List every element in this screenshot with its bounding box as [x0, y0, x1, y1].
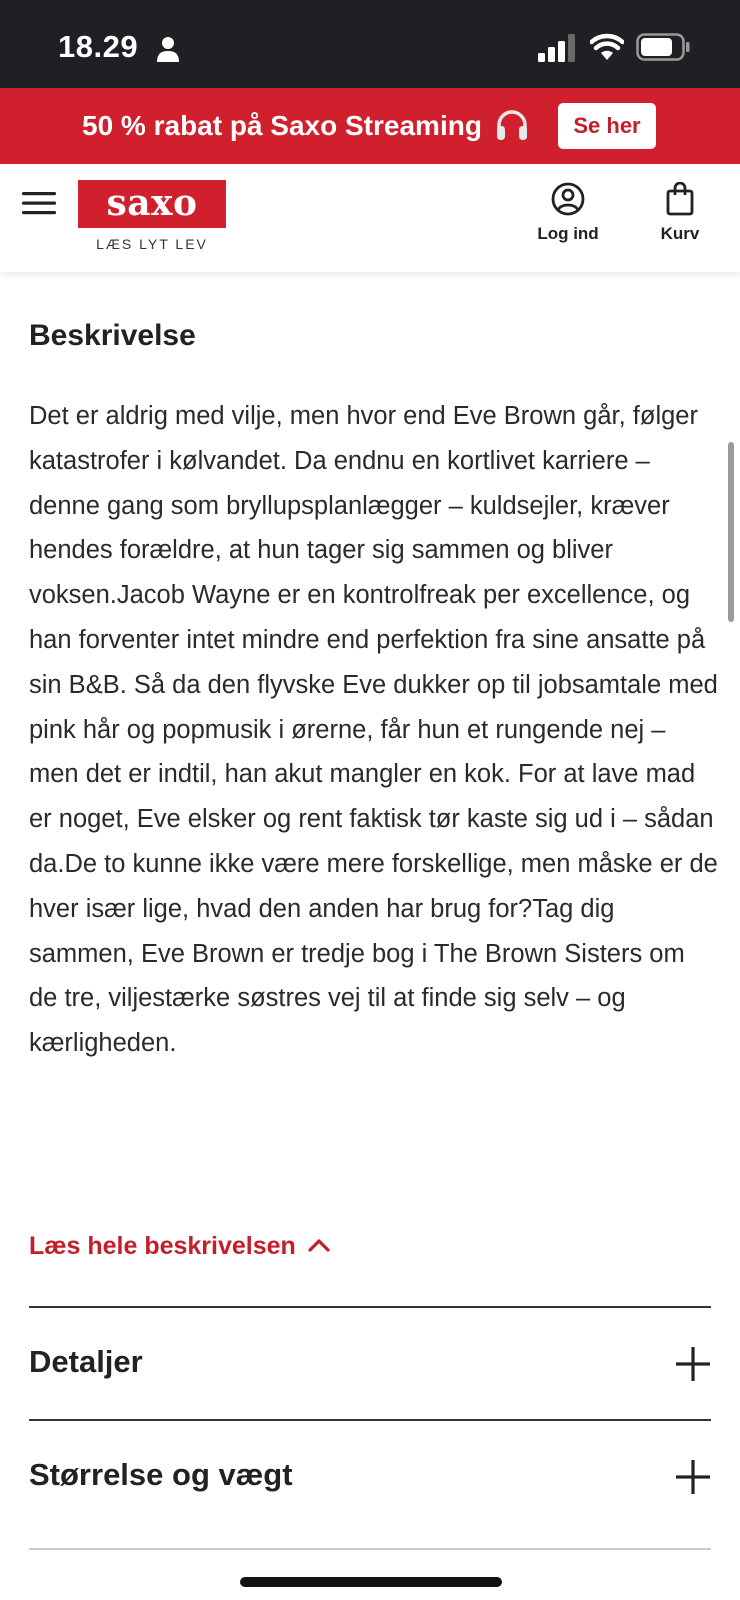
accordion-size-weight[interactable] — [29, 1421, 711, 1531]
status-bar — [0, 0, 740, 88]
promo-banner[interactable] — [0, 88, 740, 164]
description-title: Beskrivelse — [29, 319, 196, 352]
saxo-logo[interactable]: saxo — [78, 180, 226, 228]
description-body: Det er aldrig med vilje, men hvor end Eve Brown går, følger katastrofer i kølvandet. Da endnu en kortlivet karriere – denne gang som bryllupsplanlægger – kuldsejler, kræver hendes forældre, at hun tager sig sammen og bliver voksen.Jacob Wayne er en kontrolfreak per excellence, og han forventer intet mindre end perfektion fra sine ansatte på sin B&B. Så da den flyvske Eve dukker op til jobsamtale med pink hår og popmusik i ørerne, får hun et rungende nej – men det er indtil, han akut mangler en kok. For at lave mad er noget, Eve elsker og rent faktisk tør kaste sig ud i – sådan da.De to kunne ikke være mere forskellige, men måske er de hver især lige, hvad den anden har brug for?Tag dig sammen, Eve Brown er tredje bog i The Brown Sisters om de tre, viljestærke søstres vej til at finde sig selv – og kærligheden. — [29, 402, 718, 1058]
promo-text: 50 % rabat på Saxo Streaming — [82, 110, 482, 141]
read-more-link[interactable] — [29, 1226, 330, 1266]
signal-icon — [538, 34, 578, 62]
plus-icon — [675, 1346, 711, 1382]
plus-icon — [675, 1459, 711, 1495]
chevron-up-icon — [308, 1238, 330, 1252]
headphones-icon — [494, 107, 530, 143]
read-more-label: Læs hele beskrivelsen — [29, 1232, 296, 1260]
scrollbar[interactable] — [728, 442, 734, 622]
accordion-details-label: Detaljer — [29, 1344, 143, 1379]
battery-icon — [636, 33, 690, 61]
login-label: Log ind — [537, 224, 599, 243]
logo-tagline: LÆS LYT LEV — [96, 236, 208, 252]
login-button[interactable] — [530, 182, 606, 252]
user-icon — [551, 182, 585, 216]
menu-icon[interactable] — [20, 188, 58, 218]
promo-button[interactable]: Se her — [558, 103, 656, 149]
cart-label: Kurv — [660, 224, 700, 243]
bag-icon — [665, 182, 695, 216]
wifi-icon — [590, 32, 624, 62]
accordion-details[interactable] — [29, 1308, 711, 1418]
status-time: 18.29 — [58, 29, 139, 64]
person-icon — [156, 36, 180, 62]
accordion-size-weight-label: Størrelse og vægt — [29, 1457, 293, 1492]
home-indicator[interactable] — [240, 1577, 502, 1587]
site-header — [0, 164, 740, 272]
cart-button[interactable] — [650, 182, 710, 252]
divider — [29, 1548, 711, 1550]
